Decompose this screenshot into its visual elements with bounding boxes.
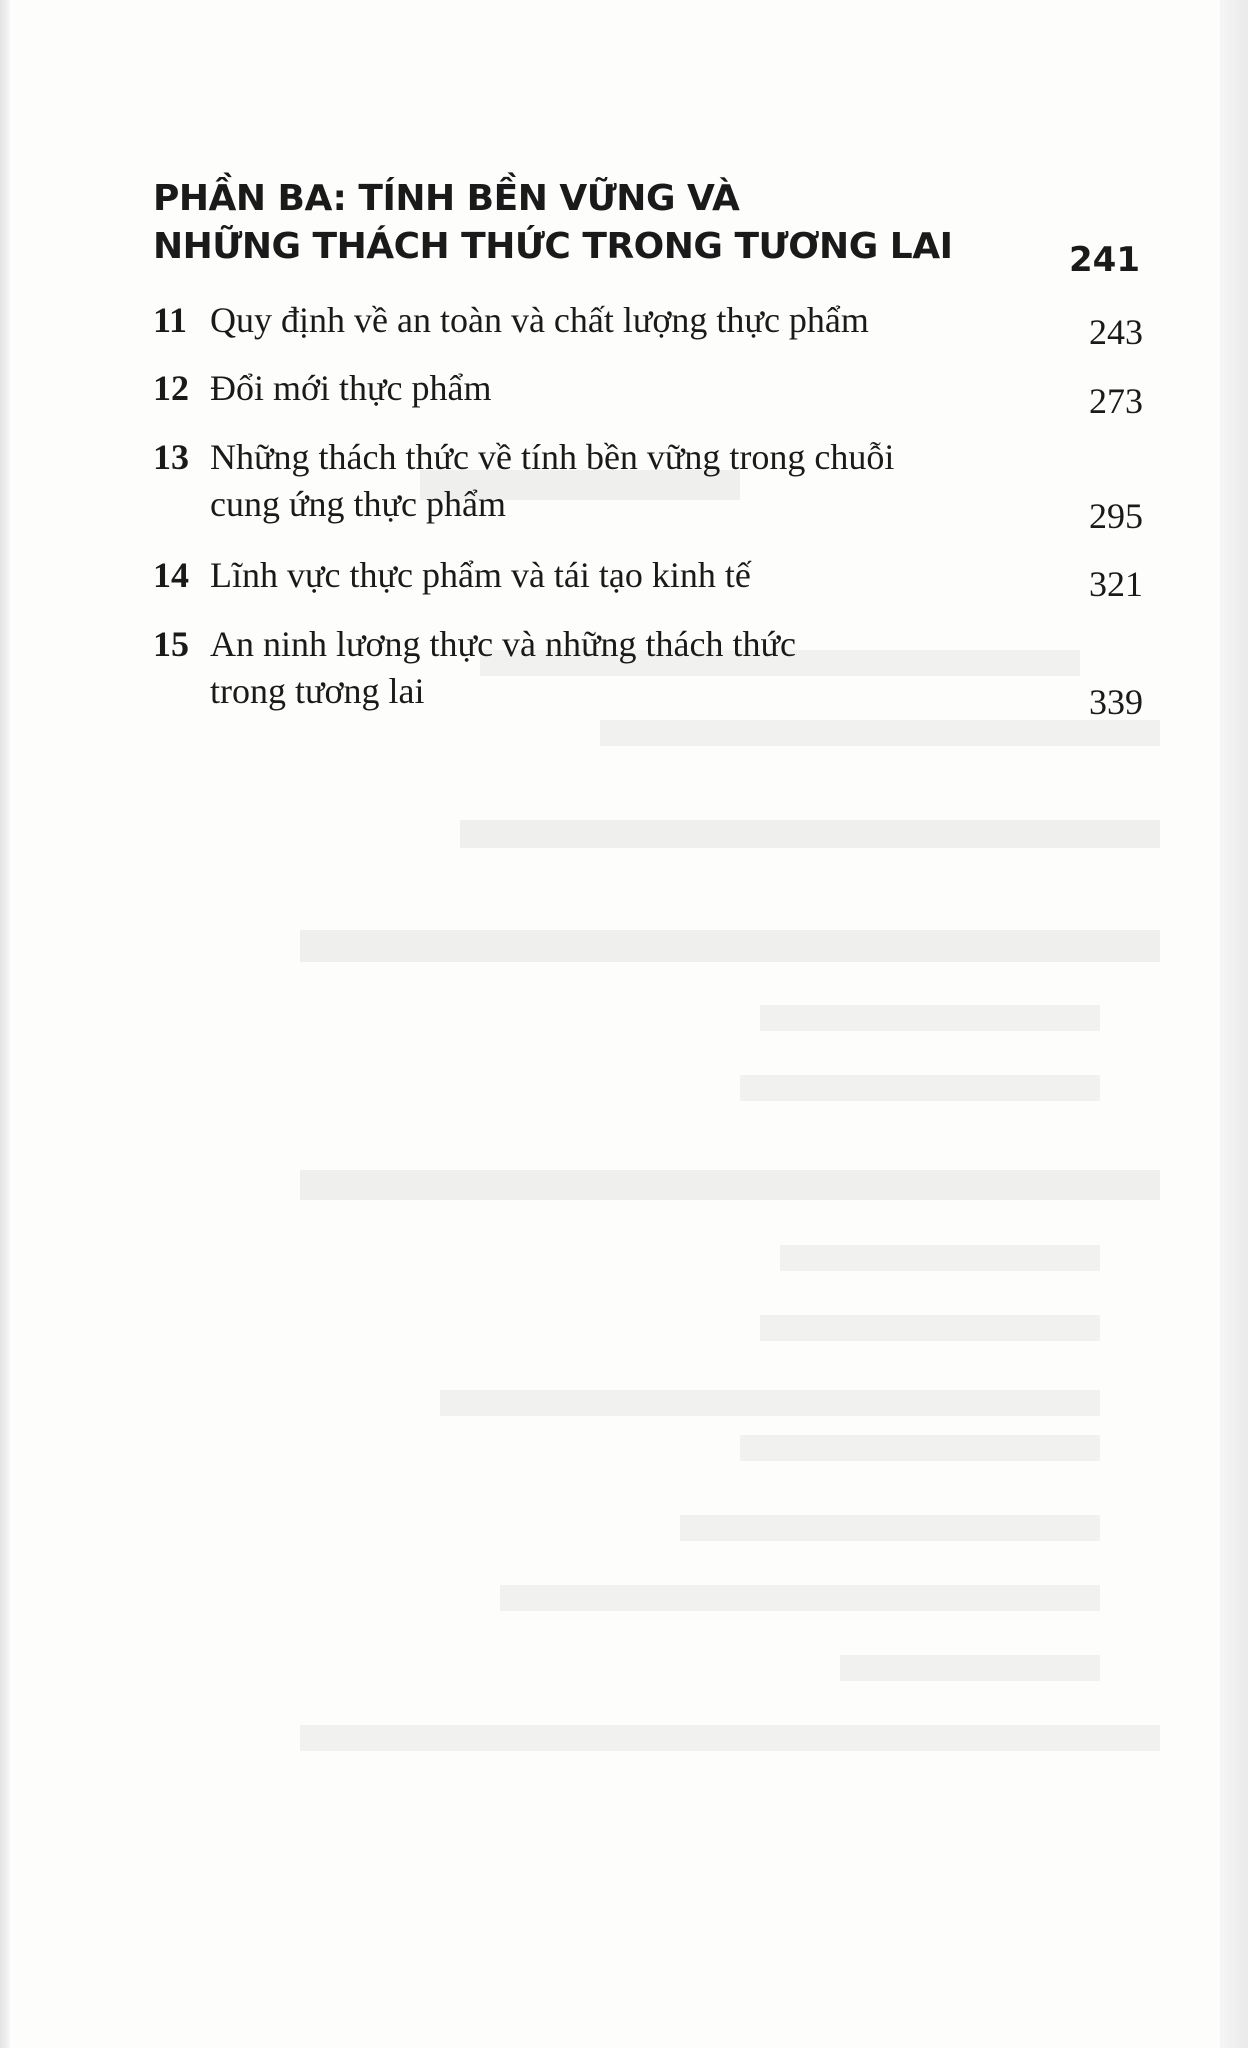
chapter-number: 14 (153, 555, 189, 595)
page-left-edge (0, 0, 10, 2048)
chapter-title (210, 621, 1030, 715)
chapter-title-line: An ninh lương thực và những thách thức (210, 624, 796, 664)
part-heading (153, 175, 953, 271)
chapter-title-line: Lĩnh vực thực phẩm và tái tạo kinh tế (210, 555, 751, 595)
chapter-number: 13 (153, 437, 189, 477)
chapter-number: 15 (153, 624, 189, 664)
toc-entry (153, 365, 1143, 421)
chapter-title-line: trong tương lai (210, 671, 425, 711)
chapter-page-number: 321 (1089, 564, 1143, 604)
chapter-title-line: Đổi mới thực phẩm (210, 368, 492, 408)
chapter-number: 12 (153, 368, 189, 408)
toc-entry (153, 297, 1143, 352)
chapter-page-number: 243 (1089, 312, 1143, 352)
toc-entry (153, 552, 1143, 604)
part-heading-line-1: PHẦN BA: TÍNH BỀN VỮNG VÀ (153, 178, 740, 219)
page-right-edge (1220, 0, 1248, 2048)
chapter-page-number: 273 (1089, 381, 1143, 421)
toc-entry (153, 621, 1143, 722)
part-page-number: 241 (1069, 240, 1140, 280)
chapter-title-line: cung ứng thực phẩm (210, 484, 506, 524)
chapter-number: 11 (153, 300, 188, 340)
chapter-page-number: 295 (1089, 496, 1143, 536)
chapter-page-number: 339 (1089, 682, 1143, 722)
chapter-title (210, 434, 1030, 528)
toc-entry (153, 434, 1143, 536)
chapter-title-line: Quy định về an toàn và chất lượng thực phẩm (210, 300, 869, 340)
chapter-title (210, 552, 1030, 599)
chapter-title-line: Những thách thức về tính bền vững trong chuỗi (210, 437, 895, 477)
chapter-title (210, 365, 1030, 412)
chapter-title (210, 297, 1030, 344)
part-heading-line-2: NHỮNG THÁCH THỨC TRONG TƯƠNG LAI (153, 226, 953, 267)
